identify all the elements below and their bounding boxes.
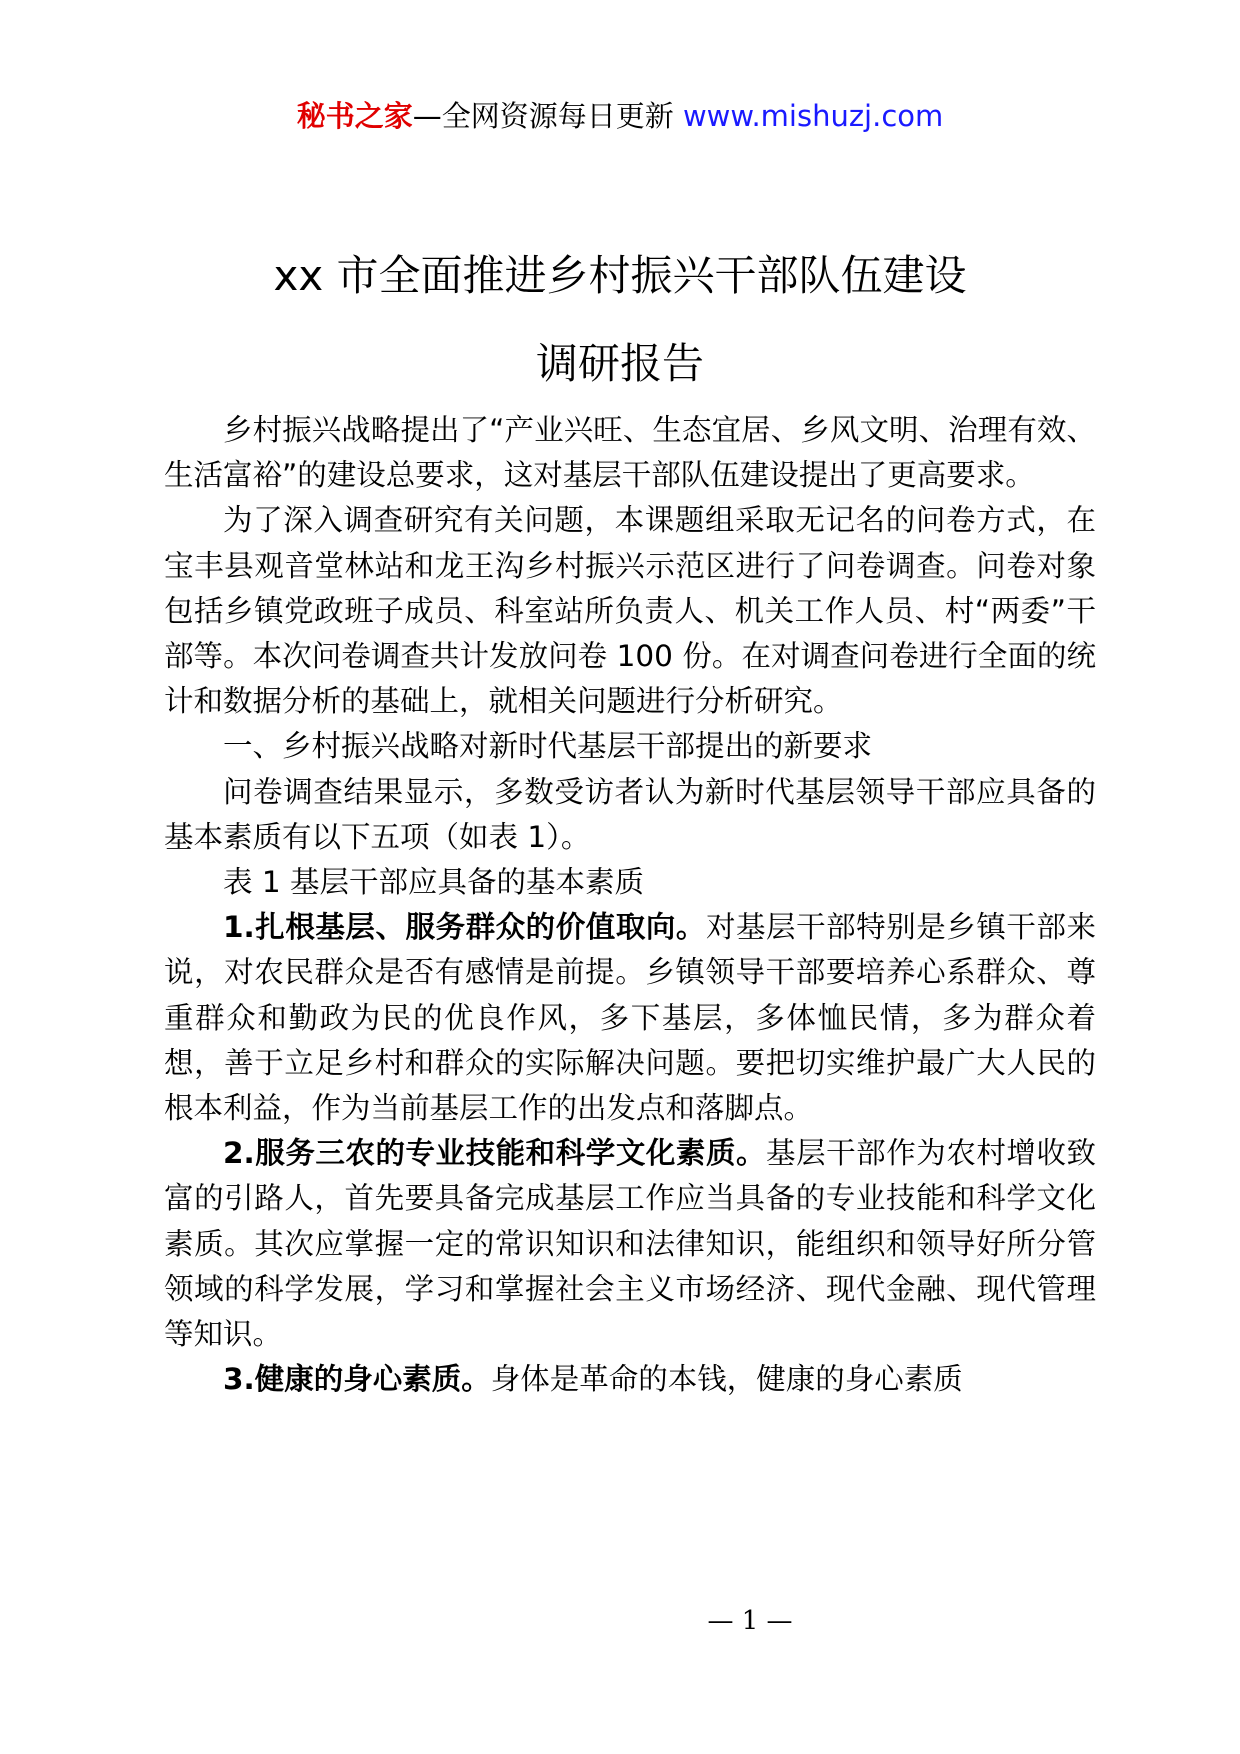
site-header xyxy=(0,96,1240,136)
document-title-line-1: xx 市全面推进乡村振兴干部队伍建设 xyxy=(273,251,967,300)
method-paragraph: 为了深入调查研究有关问题，本课题组采取无记名的问卷方式，在宝丰县观音堂林站和龙王沟乡村振兴示范区进行了问卷调查。问卷对象包括乡镇党政班子成员、科室站所负责人、机关工作人员、村“两委”干部等。本次问卷调查共计发放问卷 100 份。在对调查问卷进行全面的统计和数据分析的基础上，就相关问题进行分析研究。 xyxy=(164,503,1096,719)
header-tagline: —全网资源每日更新 xyxy=(412,99,674,133)
quality-item-1 xyxy=(164,905,1096,1131)
survey-result-paragraph: 问卷调查结果显示，多数受访者认为新时代基层领导干部应具备的基本素质有以下五项（如表 1）。 xyxy=(164,774,1096,854)
page-number: — 1 — xyxy=(707,1606,793,1636)
quality-item-3-heading: 3.健康的身心素质。 xyxy=(223,1362,491,1397)
table-caption: 表 1 基层干部应具备的基本素质 xyxy=(223,865,645,900)
section-heading: 一、乡村振兴战略对新时代基层干部提出的新要求 xyxy=(223,729,873,764)
quality-item-1-heading: 1.扎根基层、服务群众的价值取向。 xyxy=(223,910,706,945)
brand-name: 秘书之家 xyxy=(296,99,413,133)
quality-item-2-heading: 2.服务三农的专业技能和科学文化素质。 xyxy=(223,1136,767,1171)
quality-item-2 xyxy=(164,1131,1096,1357)
document-title-line-2: 调研报告 xyxy=(535,339,704,388)
quality-item-3-text: 身体是革命的本钱，健康的身心素质 xyxy=(490,1362,963,1397)
site-url-link[interactable]: www.mishuzj.com xyxy=(682,99,944,133)
document-body xyxy=(164,408,1096,1402)
intro-paragraph: 乡村振兴战略提出了“产业兴旺、生态宜居、乡风文明、治理有效、生活富裕”的建设总要求，这对基层干部队伍建设提出了更高要求。 xyxy=(164,413,1096,493)
quality-item-2-text: 基层干部作为农村增收致富的引路人，首先要具备完成基层工作应当具备的专业技能和科学文化素质。其次应掌握一定的常识知识和法律知识，能组织和领导好所分管领域的科学发展，学习和掌握社会主义市场经济、现代金融、现代管理等知识。 xyxy=(164,1136,1096,1352)
quality-item-1-text: 对基层干部特别是乡镇干部来说，对农民群众是否有感情是前提。乡镇领导干部要培养心系群众、尊重群众和勤政为民的优良作风，多下基层，多体恤民情，多为群众着想，善于立足乡村和群众的实际解决问题。要把切实维护最广大人民的根本利益，作为当前基层工作的出发点和落脚点。 xyxy=(164,910,1096,1126)
quality-item-3 xyxy=(164,1357,1096,1402)
